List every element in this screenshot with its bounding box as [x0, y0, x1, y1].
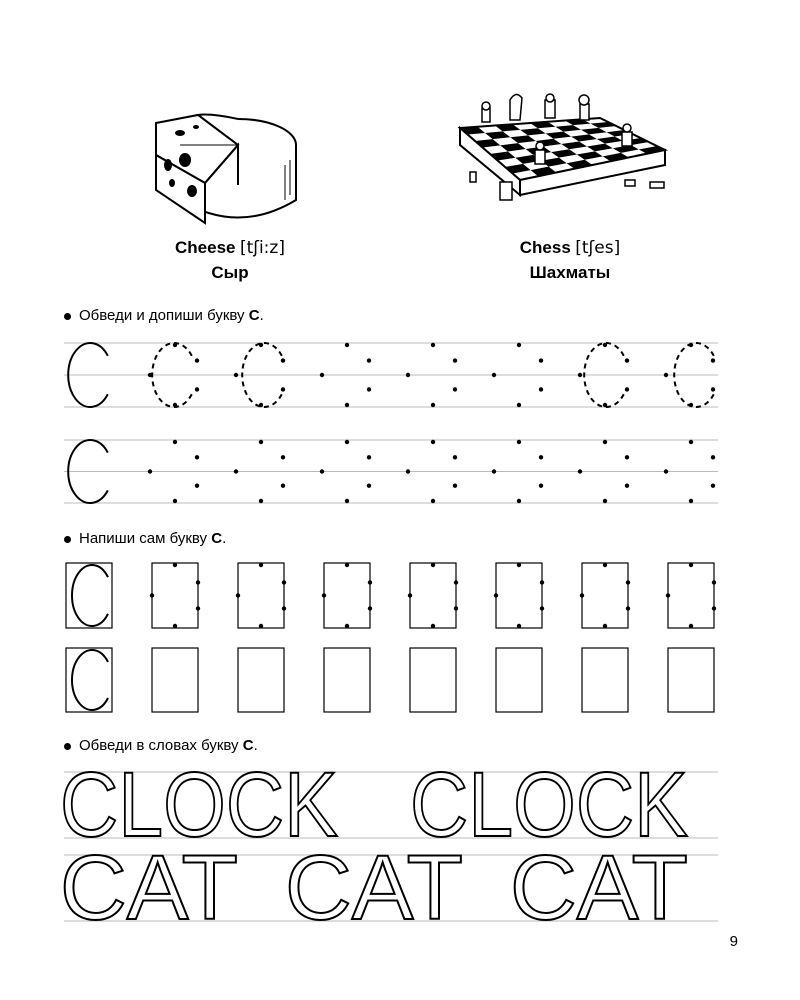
trace-word-cat: CAT — [60, 837, 238, 939]
word-transcription: [tʃi:z] — [239, 238, 285, 258]
instruction-trace-and-finish: Обведи и допиши букву C. — [64, 307, 264, 324]
instruction-trace-in-words: Обведи в словах букву C. — [64, 737, 258, 754]
word-transcription: [tʃes] — [575, 238, 621, 258]
page-number: 9 — [729, 933, 738, 950]
word-russian: Сыр — [211, 263, 249, 282]
word-russian: Шахматы — [529, 263, 611, 282]
trace-word-cat: CAT — [510, 837, 688, 939]
instruction-write-yourself: Напиши сам букву C. — [64, 530, 226, 547]
word-english: Cheese — [175, 238, 236, 257]
trace-word-cat: CAT — [285, 837, 463, 939]
trace-word-clock: CLOCK — [60, 754, 338, 856]
word-english: Chess — [519, 238, 571, 257]
trace-word-clock: CLOCK — [410, 754, 688, 856]
